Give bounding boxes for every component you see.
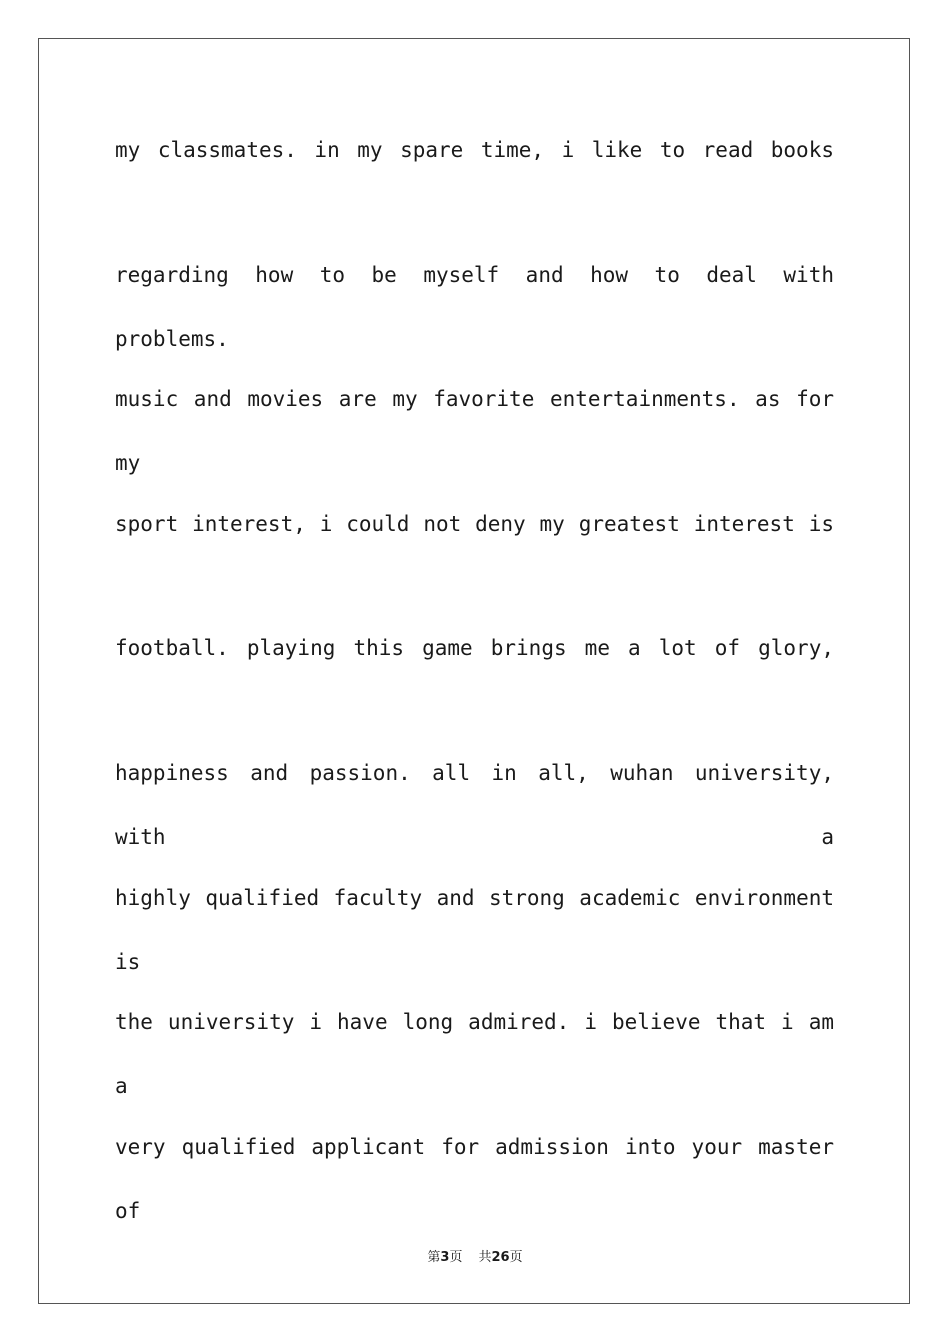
text-line-content: highly qualified faculty and strong academic environment is — [115, 885, 834, 974]
text-line-content: happiness and passion. all in all, wuhan university, with a — [115, 760, 834, 849]
text-line — [115, 243, 834, 368]
text-line — [115, 866, 834, 991]
text-line — [115, 990, 834, 1115]
text-line — [115, 367, 834, 492]
page-suffix: 页 — [449, 1250, 463, 1265]
page-footer — [0, 1246, 950, 1265]
text-line — [115, 1115, 834, 1240]
text-line — [115, 118, 834, 243]
text-line-content: very qualified applicant for admission into your master of — [115, 1134, 834, 1223]
total-page-number: 26 — [491, 1250, 510, 1265]
document-body — [115, 118, 834, 1239]
total-prefix: 共 — [478, 1250, 492, 1265]
text-line — [115, 741, 834, 866]
text-line-content: football. playing this game brings me a lot of glory, — [115, 636, 834, 661]
text-line-content: my classmates. in my spare time, i like to read books — [115, 138, 834, 162]
text-line-content: the university i have long admired. i believe that i am a — [115, 1010, 834, 1099]
total-suffix: 页 — [509, 1250, 523, 1265]
page-prefix: 第 — [427, 1250, 441, 1265]
text-line-content: sport interest, i could not deny my greatest interest is — [115, 511, 834, 536]
text-line — [115, 492, 834, 617]
text-line — [115, 616, 834, 741]
text-line-content: music and movies are my favorite entertainments. as for my — [115, 387, 834, 476]
current-page-number: 3 — [440, 1250, 450, 1265]
text-line-content: regarding how to be myself and how to deal with problems. — [115, 262, 834, 351]
